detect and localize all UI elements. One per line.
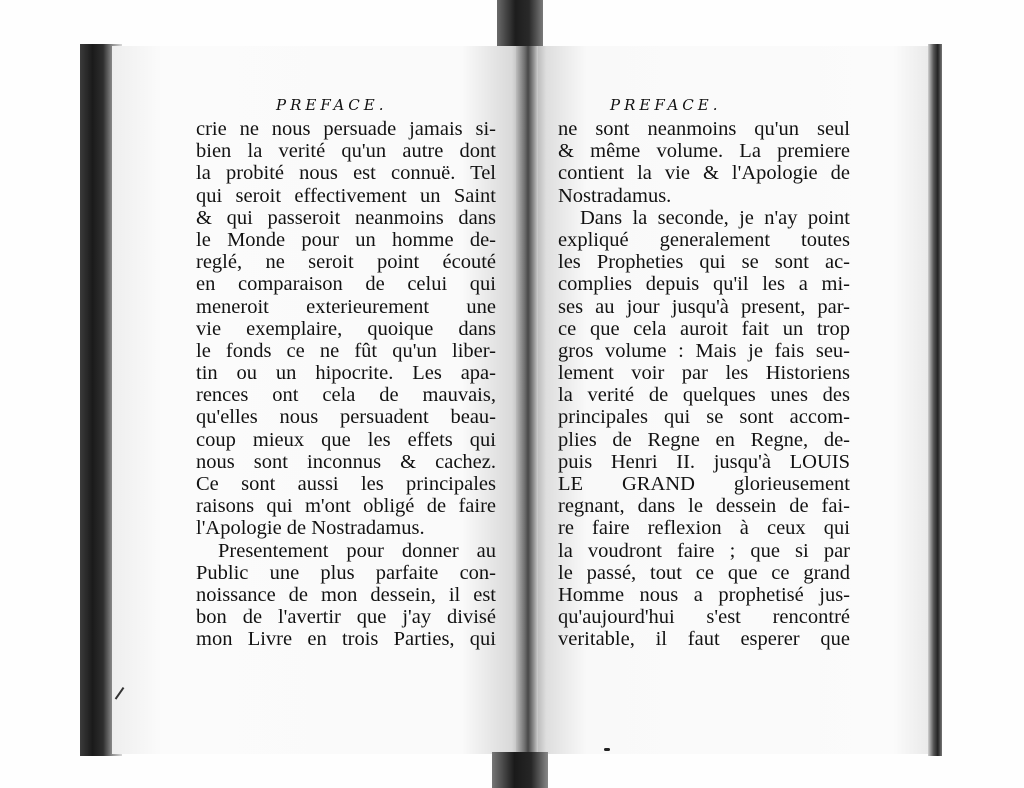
text-line: tin ou un hipocrite. Les apa- bbox=[196, 362, 496, 385]
text-line: noissance de mon dessein, il est bbox=[196, 583, 496, 606]
text-line: en comparaison de celui qui bbox=[196, 273, 496, 296]
text-line: l'Apologie de Nostradamus. bbox=[196, 517, 425, 540]
text-line: contient la vie & l'Apologie de bbox=[558, 162, 850, 185]
book-gutter bbox=[516, 46, 538, 754]
text-line: vie exemplaire, quoique dans bbox=[196, 317, 496, 340]
text-line: crie ne nous persuade jamais si- bbox=[196, 118, 496, 140]
text-line: la probité nous est connuë. Tel bbox=[196, 162, 496, 185]
right-running-head: PREFACE. bbox=[610, 96, 722, 114]
text-line: re faire reflexion à ceux qui bbox=[558, 517, 850, 540]
text-line: Nostradamus. bbox=[558, 184, 672, 207]
text-line: la verité de quelques unes des bbox=[558, 384, 850, 407]
text-line: qu'elles nous persuadent beau- bbox=[196, 406, 496, 429]
text-line: plies de Regne en Regne, de- bbox=[558, 428, 850, 451]
text-line: ses au jour jusqu'à present, par- bbox=[558, 295, 850, 318]
text-line: Dans la seconde, je n'ay point bbox=[580, 206, 850, 229]
left-running-head: PREFACE. bbox=[276, 96, 388, 114]
text-line: principales qui se sont accom- bbox=[558, 406, 850, 429]
text-line: bon de l'avertir que j'ay divisé bbox=[196, 606, 496, 629]
ink-spot bbox=[604, 748, 610, 751]
text-line: puis Henri II. jusqu'à LOUIS bbox=[558, 450, 850, 473]
text-line: expliqué generalement toutes bbox=[558, 228, 850, 251]
text-line: Public une plus parfaite con- bbox=[196, 561, 496, 584]
text-line: & qui passeroit neanmoins dans bbox=[196, 206, 496, 229]
text-line: la voudront faire ; que si par bbox=[558, 539, 850, 562]
text-line: meneroit exterieurement une bbox=[196, 295, 496, 318]
text-line: mon Livre en trois Parties, qui bbox=[196, 628, 496, 651]
text-line: rences ont cela de mauvais, bbox=[196, 384, 496, 407]
text-line: nous sont inconnus & cachez. bbox=[196, 450, 496, 473]
text-line: veritable, il faut esperer que bbox=[558, 628, 850, 651]
book-spine-bottom bbox=[492, 752, 548, 788]
text-line: le fonds ce ne fût qu'un liber- bbox=[196, 339, 496, 362]
right-page-text bbox=[558, 118, 850, 651]
text-line: Ce sont aussi les principales bbox=[196, 473, 496, 495]
text-line: complies depuis qu'il les a mi- bbox=[558, 273, 850, 296]
text-line: Presentement pour donner au bbox=[218, 539, 496, 562]
left-page-text bbox=[196, 118, 496, 651]
right-page-edge bbox=[928, 44, 942, 756]
text-line: reglé, ne seroit point écouté bbox=[196, 251, 496, 274]
text-line: le Monde pour un homme de- bbox=[196, 228, 496, 251]
text-line: bien la verité qu'un autre dont bbox=[196, 140, 496, 163]
text-line: coup mieux que les effets qui bbox=[196, 428, 496, 451]
text-line: Homme nous a prophetisé jus- bbox=[558, 583, 850, 606]
text-line: qu'aujourd'hui s'est rencontré bbox=[558, 606, 850, 629]
text-line: regnant, dans le dessein de fai- bbox=[558, 495, 850, 518]
text-line: le passé, tout ce que ce grand bbox=[558, 561, 850, 584]
text-line: ce que cela auroit fait un trop bbox=[558, 317, 850, 340]
text-line: LE GRAND glorieusement bbox=[558, 473, 850, 495]
text-line: raisons qui m'ont obligé de faire bbox=[196, 495, 496, 518]
text-line: les Propheties qui se sont ac- bbox=[558, 251, 850, 274]
text-line: lement voir par les Historiens bbox=[558, 362, 850, 385]
text-line: & même volume. La premiere bbox=[558, 140, 850, 163]
text-line: ne sont neanmoins qu'un seul bbox=[558, 118, 850, 140]
text-line: gros volume : Mais je fais seu- bbox=[558, 339, 850, 362]
text-line: qui seroit effectivement un Saint bbox=[196, 184, 496, 207]
